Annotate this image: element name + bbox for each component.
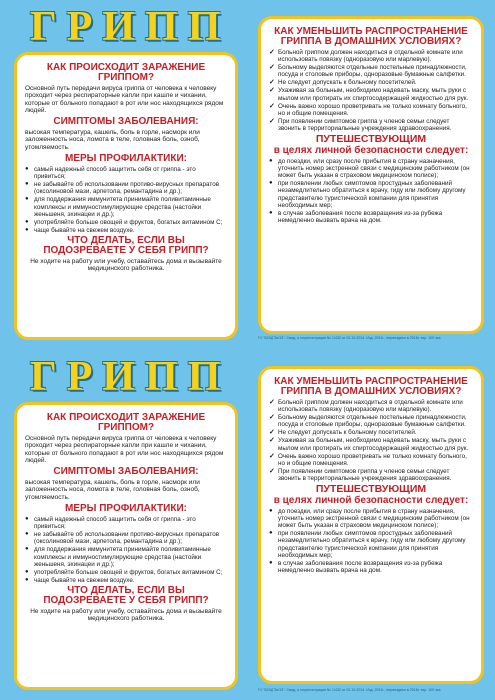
list-item: ● употребляйте больше овощей и фруктов, богатых витамином С; — [25, 568, 223, 576]
list-item: ● в случае заболевания после возвращения из-за рубежа немедленно вызвать врача на дом. — [269, 209, 443, 224]
bullet-icon: ● — [25, 218, 29, 225]
list-item: ● для поддержания иммунитета принимайте поливитаминные комплексы и иммуностимулирующие средства (настойки женьшеня, эхинацеи и др.); — [25, 546, 211, 568]
bullet-icon: ● — [25, 166, 29, 173]
bullet-icon: ● — [25, 531, 29, 538]
home-list — [269, 399, 473, 482]
home-heading: КАК УМЕНЬШИТЬ РАСПРОСТРАНЕНИЕ ГРИППА В ДОМАШНИХ УСЛОВИЯХ? — [274, 26, 468, 47]
checkmark-icon: ✓ — [269, 429, 275, 437]
checkmark-icon: ✓ — [269, 64, 275, 72]
checkmark-icon: ✓ — [269, 452, 275, 460]
info-panel-right — [258, 366, 484, 684]
list-item: ● чаще бывайте на свежем воздухе. — [25, 226, 135, 234]
info-panel-left — [14, 402, 238, 690]
list-item: ● до поездки, или сразу после прибытия в страну назначения, уточнить номер экстренной связи с медицинским работником (он может быть указан в страховом медицинском полисе); — [269, 508, 470, 530]
list-item: ● при появлении любых симптомов простудных заболеваний незамедлительно обратиться к врачу, гиду или любому другому представителю туристической компании для принятия необходимых мер; — [269, 530, 466, 559]
bullet-icon: ● — [269, 559, 273, 566]
symptoms-heading: СИМПТОМЫ ЗАБОЛЕВАНИЯ: — [53, 466, 199, 478]
list-item: ✓ Больной гриппом должен находиться в отдельной комнате или использовать повязку (одноразовую или марлевую). — [269, 399, 463, 414]
info-panel-left — [14, 52, 238, 340]
infection-text: Основной путь передачи вируса гриппа от человека к человеку проходит через респираторные капли при кашле и чихании, которые от больного попадают в рот или нос находящихся рядом людей. — [25, 435, 224, 464]
list-item: ● для поддержания иммунитета принимайте поливитаминные комплексы и иммуностимулирующие средства (настойки женьшеня, эхинацеи и др.); — [25, 196, 211, 218]
travel-heading: ПУТЕШЕСТВУЮЩИМ — [315, 133, 427, 146]
checkmark-icon: ✓ — [269, 49, 275, 56]
info-panel-right — [258, 16, 484, 334]
page-title: ГРИПП — [30, 4, 231, 50]
list-item: ✓ Больной гриппом должен находиться в отдельной комнате или использовать повязку (одноразовую или марлевую). — [269, 49, 463, 64]
infection-heading: КАК ПРОИСХОДИТ ЗАРАЖЕНИЕ ГРИППОМ? — [46, 62, 206, 83]
list-item: ✓ Очень важно хорошо проветривать не только комнату больного, но и общие помещения. — [269, 102, 467, 117]
bullet-icon: ● — [25, 226, 29, 233]
list-item: ● при появлении любых симптомов простудных заболеваний незамедлительно обратиться к врачу, гиду или любому другому представителю туристической компании для принятия необходимых мер; — [269, 180, 466, 209]
bullet-icon: ● — [25, 546, 29, 553]
list-item: ● до поездки, или сразу после прибытия в страну назначения, уточнить номер экстренной связи с медицинским работником (он может быть указан в страховом медицинском полисе); — [269, 158, 470, 180]
checkmark-icon: ✓ — [269, 87, 275, 95]
bullet-icon: ● — [269, 158, 273, 165]
infection-text: Основной путь передачи вируса гриппа от человека к человеку проходит через респираторные капли при кашле и чихании, которые от больного попадают в рот или нос находящихся рядом людей. — [25, 85, 224, 114]
bullet-icon: ● — [25, 568, 29, 575]
list-item: ● в случае заболевания после возвращения из-за рубежа немедленно вызвать врача на дом. — [269, 559, 443, 574]
symptoms-heading: СИМПТОМЫ ЗАБОЛЕВАНИЯ: — [53, 116, 199, 128]
page-title: ГРИПП — [30, 354, 231, 400]
checkmark-icon: ✓ — [269, 399, 275, 406]
imprint-note: ГУ "БОЦГЗиОЗ". Свид. о госрегистрации № 1/432 от 02.10.2014. Изд. 2011г., переиздано в 2016г. тир. 100 экз. — [258, 688, 442, 692]
travel-heading: ПУТЕШЕСТВУЮЩИМ — [315, 483, 427, 496]
list-item: ● самый надежный способ защитить себя от гриппа - это привиться; — [25, 516, 196, 531]
what-to-do-heading: ЧТО ДЕЛАТЬ, ЕСЛИ ВЫ ПОДОЗРЕВАЕТЕ У СЕБЯ ГРИПП? — [43, 584, 209, 606]
list-item: ✓ Больному выделяются отдельные постельные принадлежности, посуда и столовые приборы, одноразовые бумажные салфетки. — [269, 64, 467, 79]
prevention-list — [25, 166, 227, 234]
list-item: ✓ Не следует допускать к больному посетителей. — [269, 429, 417, 437]
list-item: ✓ Больному выделяются отдельные постельные принадлежности, посуда и столовые приборы, одноразовые бумажные салфетки. — [269, 414, 467, 429]
home-heading: КАК УМЕНЬШИТЬ РАСПРОСТРАНЕНИЕ ГРИППА В ДОМАШНИХ УСЛОВИЯХ? — [274, 376, 468, 397]
checkmark-icon: ✓ — [269, 102, 275, 110]
what-to-do-text: Не ходите на работу или учебу, оставайтесь дома и вызывайте медицинского работника. — [30, 257, 222, 273]
list-item: ● самый надежный способ защитить себя от гриппа - это привиться; — [25, 166, 196, 181]
leaflet-copy-bottom — [0, 350, 495, 700]
symptoms-text: высокая температура, кашель, боль в горле, насморк или заложенность носа, ломота в теле, головная боль, озноб, утомляемость. — [25, 129, 200, 151]
what-to-do-heading: ЧТО ДЕЛАТЬ, ЕСЛИ ВЫ ПОДОЗРЕВАЕТЕ У СЕБЯ ГРИПП? — [43, 234, 209, 256]
checkmark-icon: ✓ — [269, 414, 275, 422]
bullet-icon: ● — [25, 576, 29, 583]
travel-list — [269, 508, 473, 574]
list-item: ● чаще бывайте на свежем воздухе. — [25, 576, 135, 584]
bullet-icon: ● — [269, 180, 273, 187]
bullet-icon: ● — [25, 181, 29, 188]
checkmark-icon: ✓ — [269, 79, 275, 87]
list-item: ✓ При появлении симптомов гриппа у членов семьи следует звонить в территориальные учреждения здравоохранения. — [269, 117, 452, 132]
list-item: ● не забывайте об использовании противо-вирусных препаратов (оксолиновой мази, арпетола, ремантадина и др.); — [25, 531, 220, 546]
list-item: ● употребляйте больше овощей и фруктов, богатых витамином С; — [25, 218, 223, 226]
travel-list — [269, 158, 473, 224]
imprint-note: ГУ "БОЦГЗиОЗ". Свид. о госрегистрации № 1/432 от 02.10.2014. Изд. 2011г., переиздано в 2016г. тир. 100 экз. — [258, 336, 442, 340]
travel-subheading: в целях личной безопасности следует: — [273, 145, 469, 157]
infection-heading: КАК ПРОИСХОДИТ ЗАРАЖЕНИЕ ГРИППОМ? — [46, 412, 206, 433]
bullet-icon: ● — [25, 196, 29, 203]
list-item: ✓ Ухаживая за больным, необходимо надевать маску, мыть руки с мылом или протирать их спиртосодержащей жидкостью для рук. — [269, 437, 469, 452]
prevention-heading: МЕРЫ ПРОФИЛАКТИКИ: — [65, 503, 187, 515]
bullet-icon: ● — [25, 516, 29, 523]
list-item: ✓ При появлении симптомов гриппа у членов семьи следует звонить в территориальные учреждения здравоохранения. — [269, 467, 452, 482]
checkmark-icon: ✓ — [269, 437, 275, 445]
checkmark-icon: ✓ — [269, 467, 275, 475]
what-to-do-text: Не ходите на работу или учебу, оставайтесь дома и вызывайте медицинского работника. — [30, 607, 222, 623]
list-item: ✓ Не следует допускать к больному посетителей. — [269, 79, 417, 87]
list-item: ✓ Очень важно хорошо проветривать не только комнату больного, но и общие помещения. — [269, 452, 467, 467]
checkmark-icon: ✓ — [269, 117, 275, 125]
bullet-icon: ● — [269, 209, 273, 216]
bullet-icon: ● — [269, 508, 273, 515]
list-item: ● не забывайте об использовании противо-вирусных препаратов (оксолиновой мази, арпетола, ремантадина и др.); — [25, 181, 220, 196]
symptoms-text: высокая температура, кашель, боль в горле, насморк или заложенность носа, ломота в теле, головная боль, озноб, утомляемость. — [25, 479, 200, 501]
bullet-icon: ● — [269, 530, 273, 537]
list-item: ✓ Ухаживая за больным, необходимо надевать маску, мыть руки с мылом или протирать их спиртосодержащей жидкостью для рук. — [269, 87, 469, 102]
travel-subheading: в целях личной безопасности следует: — [273, 495, 469, 507]
home-list — [269, 49, 473, 132]
prevention-heading: МЕРЫ ПРОФИЛАКТИКИ: — [65, 153, 187, 165]
prevention-list — [25, 516, 227, 584]
